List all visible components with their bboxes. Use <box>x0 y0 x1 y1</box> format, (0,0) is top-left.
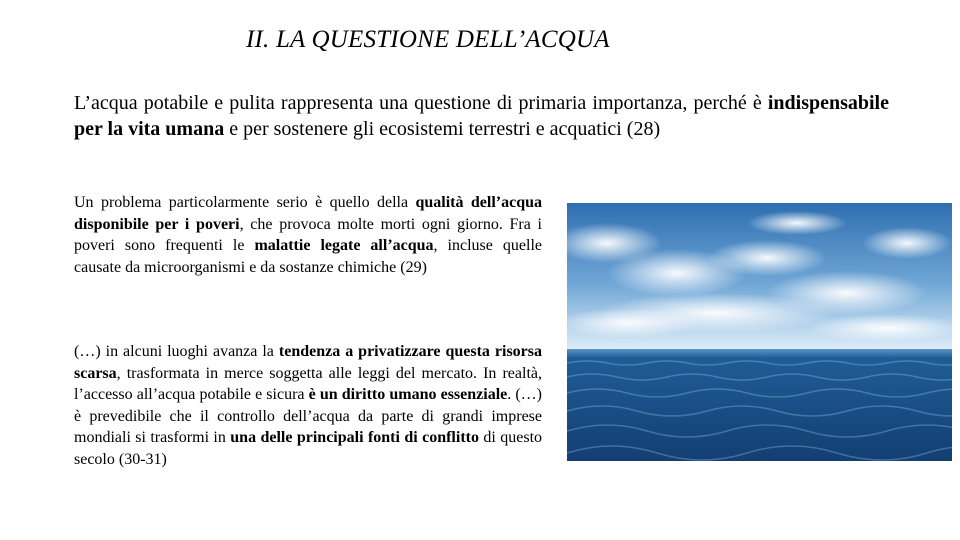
para2-text-2: , trasformata in merce soggetta alle leggi del mercato. In realtà, l’accesso all’acqua potabile e sicura <box>74 364 542 403</box>
intro-bold-1: indispensabile per la vita umana <box>74 92 889 140</box>
para1-text-3: , incluse quelle causate da microorganismi e da sostanze chimiche (29) <box>74 237 542 276</box>
para2-text-1: (…) in alcuni luoghi avanza la <box>74 343 279 360</box>
para1-bold-1: qualità dell’acqua disponibile per i poveri <box>74 194 543 233</box>
para1-text-1: Un problema particolarmente serio è quello della <box>74 194 416 211</box>
intro-text-2: e per sostenere gli ecosistemi terrestri e acquatici (28) <box>224 118 661 140</box>
sky-and-sea-photo <box>567 203 952 461</box>
para2-text-3: . (…) è prevedibile che il controllo dell’acqua da parte di grandi imprese mondiali si trasformi in <box>74 386 542 446</box>
para2-bold-3: una delle principali fonti di conflitto <box>230 429 479 446</box>
paragraph-water-quality <box>74 192 542 278</box>
para1-bold-2: malattie legate all’acqua <box>254 237 434 254</box>
para2-bold-2: è un diritto umano essenziale <box>308 386 508 403</box>
slide-title: II. LA QUESTIONE DELL’ACQUA <box>246 26 610 53</box>
para2-bold-1: tendenza a privatizzare questa risorsa scarsa <box>74 343 543 382</box>
intro-text-1: L’acqua potabile e pulita rappresenta una questione di primaria importanza, perché è <box>74 92 768 114</box>
para1-text-2: , che provoca molte morti ogni giorno. Fra i poveri sono frequenti le <box>74 215 543 254</box>
paragraph-privatization <box>74 341 542 470</box>
sea-area <box>567 349 952 461</box>
para2-text-4: di questo secolo (30-31) <box>74 429 543 468</box>
intro-paragraph <box>74 90 889 142</box>
